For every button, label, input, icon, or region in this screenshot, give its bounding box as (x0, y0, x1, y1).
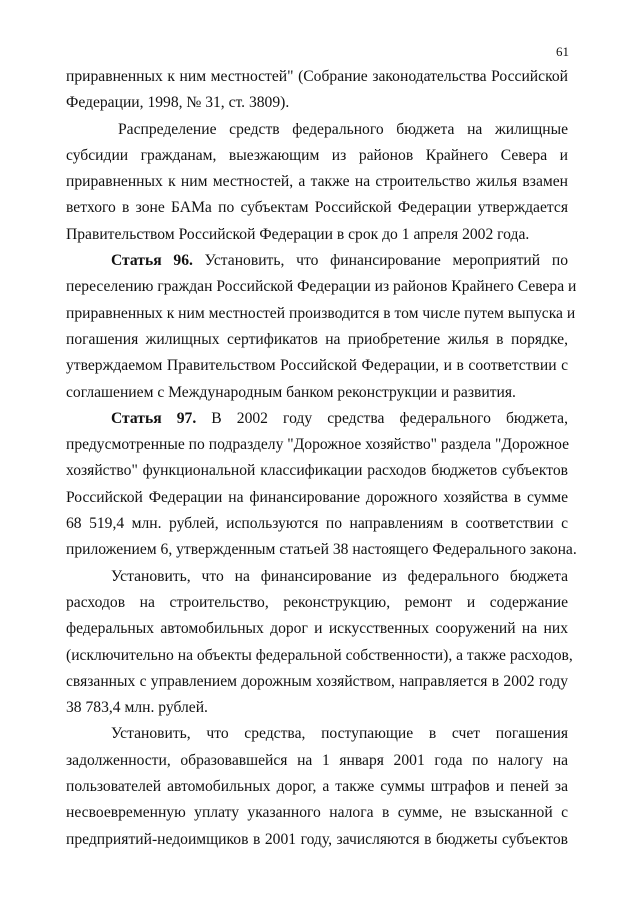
text-line: 38 783,4 млн. рублей. (66, 699, 208, 717)
text-line (66, 406, 568, 432)
article-97-first-line: В 2002 году средства федерального бюджета, (196, 409, 568, 427)
text-line: субсидии гражданам, выезжающим из районов Крайнего Севера и (66, 146, 568, 164)
text-line: приравненных к ним местностей" (Собрание законодательства Российской (66, 68, 568, 85)
text-line: несвоевременную уплату указанного налога в сумме, не взысканной с (66, 804, 568, 822)
text-line: Российской Федерации на финансирование дорожного хозяйства в сумме (66, 488, 568, 506)
paragraph-continuation (66, 64, 568, 117)
text-line: Распределение средств федерального бюджета на жилищные (118, 120, 568, 138)
paragraph-subsidy-distribution (66, 117, 568, 248)
text-line: хозяйство" функциональной классификации расходов бюджетов субъектов (66, 462, 568, 480)
text-line: приложением 6, утвержденным статьей 38 настоящего Федерального закона. (66, 541, 577, 559)
document-body (66, 64, 577, 853)
text-line: предусмотренные по подразделу "Дорожное хозяйство" раздела "Дорожное (66, 436, 570, 454)
text-line: Федерации, 1998, № 31, ст. 3809). (66, 94, 290, 112)
article-97 (66, 406, 577, 564)
text-line: ветхого в зоне БАМа по субъектам Российской Федерации утверждается (66, 199, 568, 217)
paragraph-federal-roads-funding (66, 564, 573, 722)
article-97-heading: Статья 97. (111, 409, 197, 427)
text-line: предприятий-недоимщиков в 2001 году, зачисляются в бюджеты субъектов (66, 830, 568, 848)
text-line: расходов на строительство, реконструкцию, ремонт и содержание (66, 593, 568, 611)
text-line: Установить, что на финансирование из федерального бюджета (111, 567, 568, 585)
paragraph-road-tax-arrears (66, 721, 568, 852)
text-line: (исключительно на объекты федеральной собственности), а также расходов, (66, 646, 573, 664)
text-line: федеральных автомобильных дорог и искусственных сооружений на них (66, 620, 568, 638)
text-line: 68 519,4 млн. рублей, используются по направлениям в соответствии с (66, 515, 568, 533)
text-line: переселению граждан Российской Федерации из районов Крайнего Севера и (66, 278, 577, 296)
text-line: Правительством Российской Федерации в срок до 1 апреля 2002 года. (66, 225, 530, 243)
article-96-first-line: Установить, что финансирование мероприятий по (192, 252, 568, 270)
text-line: приравненных к ним местностей, а также на строительство жилья взамен (66, 173, 568, 191)
text-line: приравненных к ним местностей производится в том числе путем выпуска и (66, 304, 576, 322)
text-line: соглашением с Международным банком реконструкции и развития. (66, 383, 516, 401)
page-number: 61 (556, 44, 569, 59)
text-line: погашения жилищных сертификатов на приобретение жилья в порядке, (66, 330, 568, 348)
text-line: утверждаемом Правительством Российской Федерации, и в соответствии с (66, 357, 568, 375)
article-96 (66, 248, 577, 406)
text-line (66, 248, 568, 274)
article-96-heading: Статья 96. (111, 252, 193, 270)
text-line: Установить, что средства, поступающие в счет погашения (111, 725, 568, 743)
text-line: задолженности, образовавшейся на 1 января 2001 года по налогу на (66, 751, 568, 769)
text-line: пользователей автомобильных дорог, а также суммы штрафов и пеней за (66, 778, 568, 796)
text-line: связанных с управлением дорожным хозяйством, направляется в 2002 году (66, 672, 568, 690)
